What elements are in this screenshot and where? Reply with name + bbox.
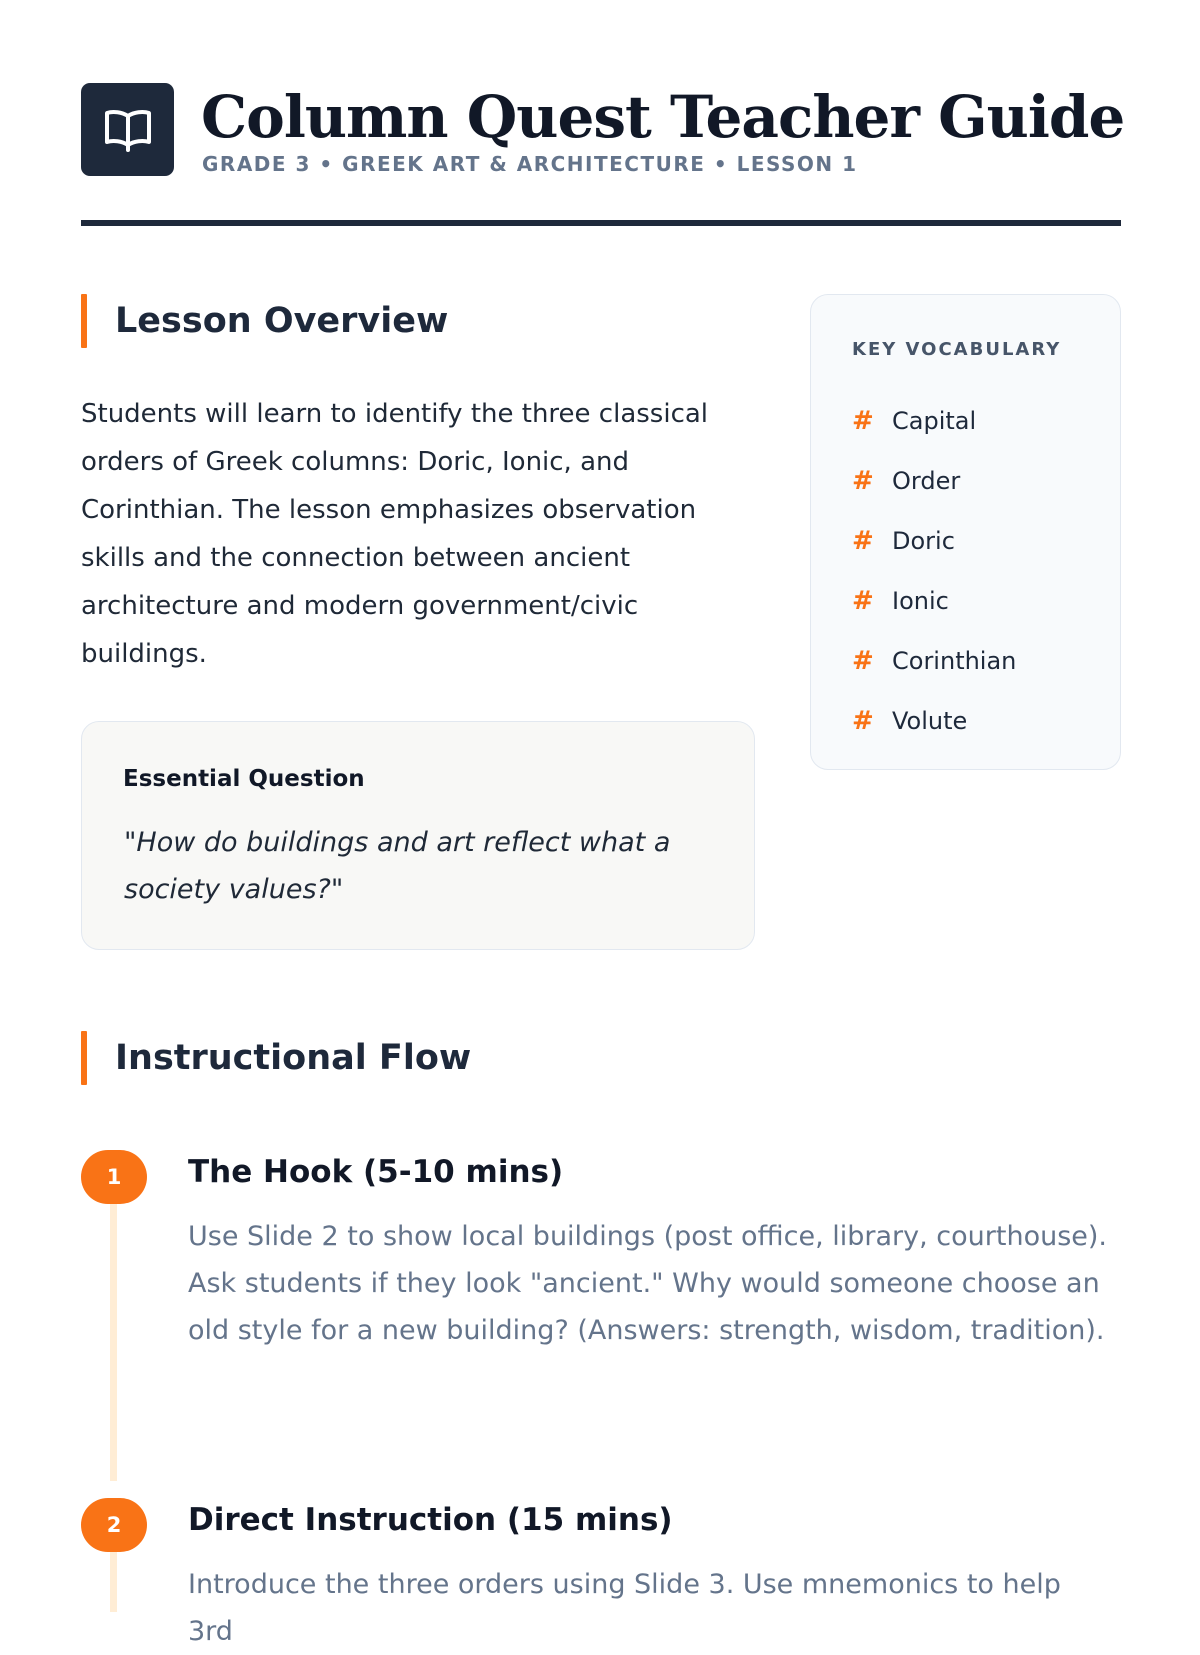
vocabulary-term: Doric [892,527,955,555]
page-title: Column Quest Teacher Guide [201,83,1125,151]
hashtag-icon: # [852,526,874,556]
hashtag-icon: # [852,646,874,676]
vocabulary-title: KEY VOCABULARY [852,339,1062,360]
vocabulary-item [852,571,1016,631]
vocabulary-item [852,631,1016,691]
hashtag-icon: # [852,466,874,496]
overview-title: Lesson Overview [115,301,449,341]
step-number-badge: 2 [81,1498,147,1552]
section-accent-bar [81,1031,87,1085]
page-subtitle: GRADE 3 • GREEK ART & ARCHITECTURE • LESSON 1 [202,152,858,176]
hashtag-icon: # [852,586,874,616]
logo [81,83,174,176]
step-timeline-line [110,1204,117,1481]
vocabulary-card [810,294,1121,770]
section-accent-bar [81,294,87,348]
step-description: Use Slide 2 to show local buildings (post office, library, courthouse). Ask students if they look "ancient." Why would someone choose an old style for a new building? (Answers: strength, wisdom, tradition). [188,1221,1108,1346]
vocabulary-term: Volute [892,707,968,735]
hashtag-icon: # [852,406,874,436]
flow-heading [81,1031,471,1085]
step-timeline-line [110,1552,117,1612]
vocabulary-item [852,691,1016,751]
step-description: Introduce the three orders using Slide 3. Use mnemonics to help 3rd [188,1569,1061,1647]
flow-title: Instructional Flow [115,1038,472,1078]
vocabulary-list [852,391,1016,751]
essential-question-card [81,721,755,950]
vocabulary-term: Ionic [892,587,949,615]
vocabulary-term: Order [892,467,961,495]
header-divider [81,220,1121,226]
essential-question-text: "How do buildings and art reflect what a society values?" [124,827,671,905]
hashtag-icon: # [852,706,874,736]
overview-heading [81,294,448,348]
essential-question-label: Essential Question [123,766,365,792]
vocabulary-item [852,451,1016,511]
overview-text: Students will learn to identify the three classical orders of Greek columns: Doric, Ionic, and Corinthian. The lesson emphasizes observation skills and the connection between ancient architecture and modern government/civic buildings. [81,399,709,669]
vocabulary-item [852,511,1016,571]
vocabulary-item [852,391,1016,451]
vocabulary-term: Corinthian [892,647,1017,675]
step-title: The Hook (5-10 mins) [188,1154,564,1190]
vocabulary-term: Capital [892,407,977,435]
step-number-badge: 1 [81,1150,147,1204]
step-title: Direct Instruction (15 mins) [188,1502,673,1538]
open-book-icon [103,108,153,152]
